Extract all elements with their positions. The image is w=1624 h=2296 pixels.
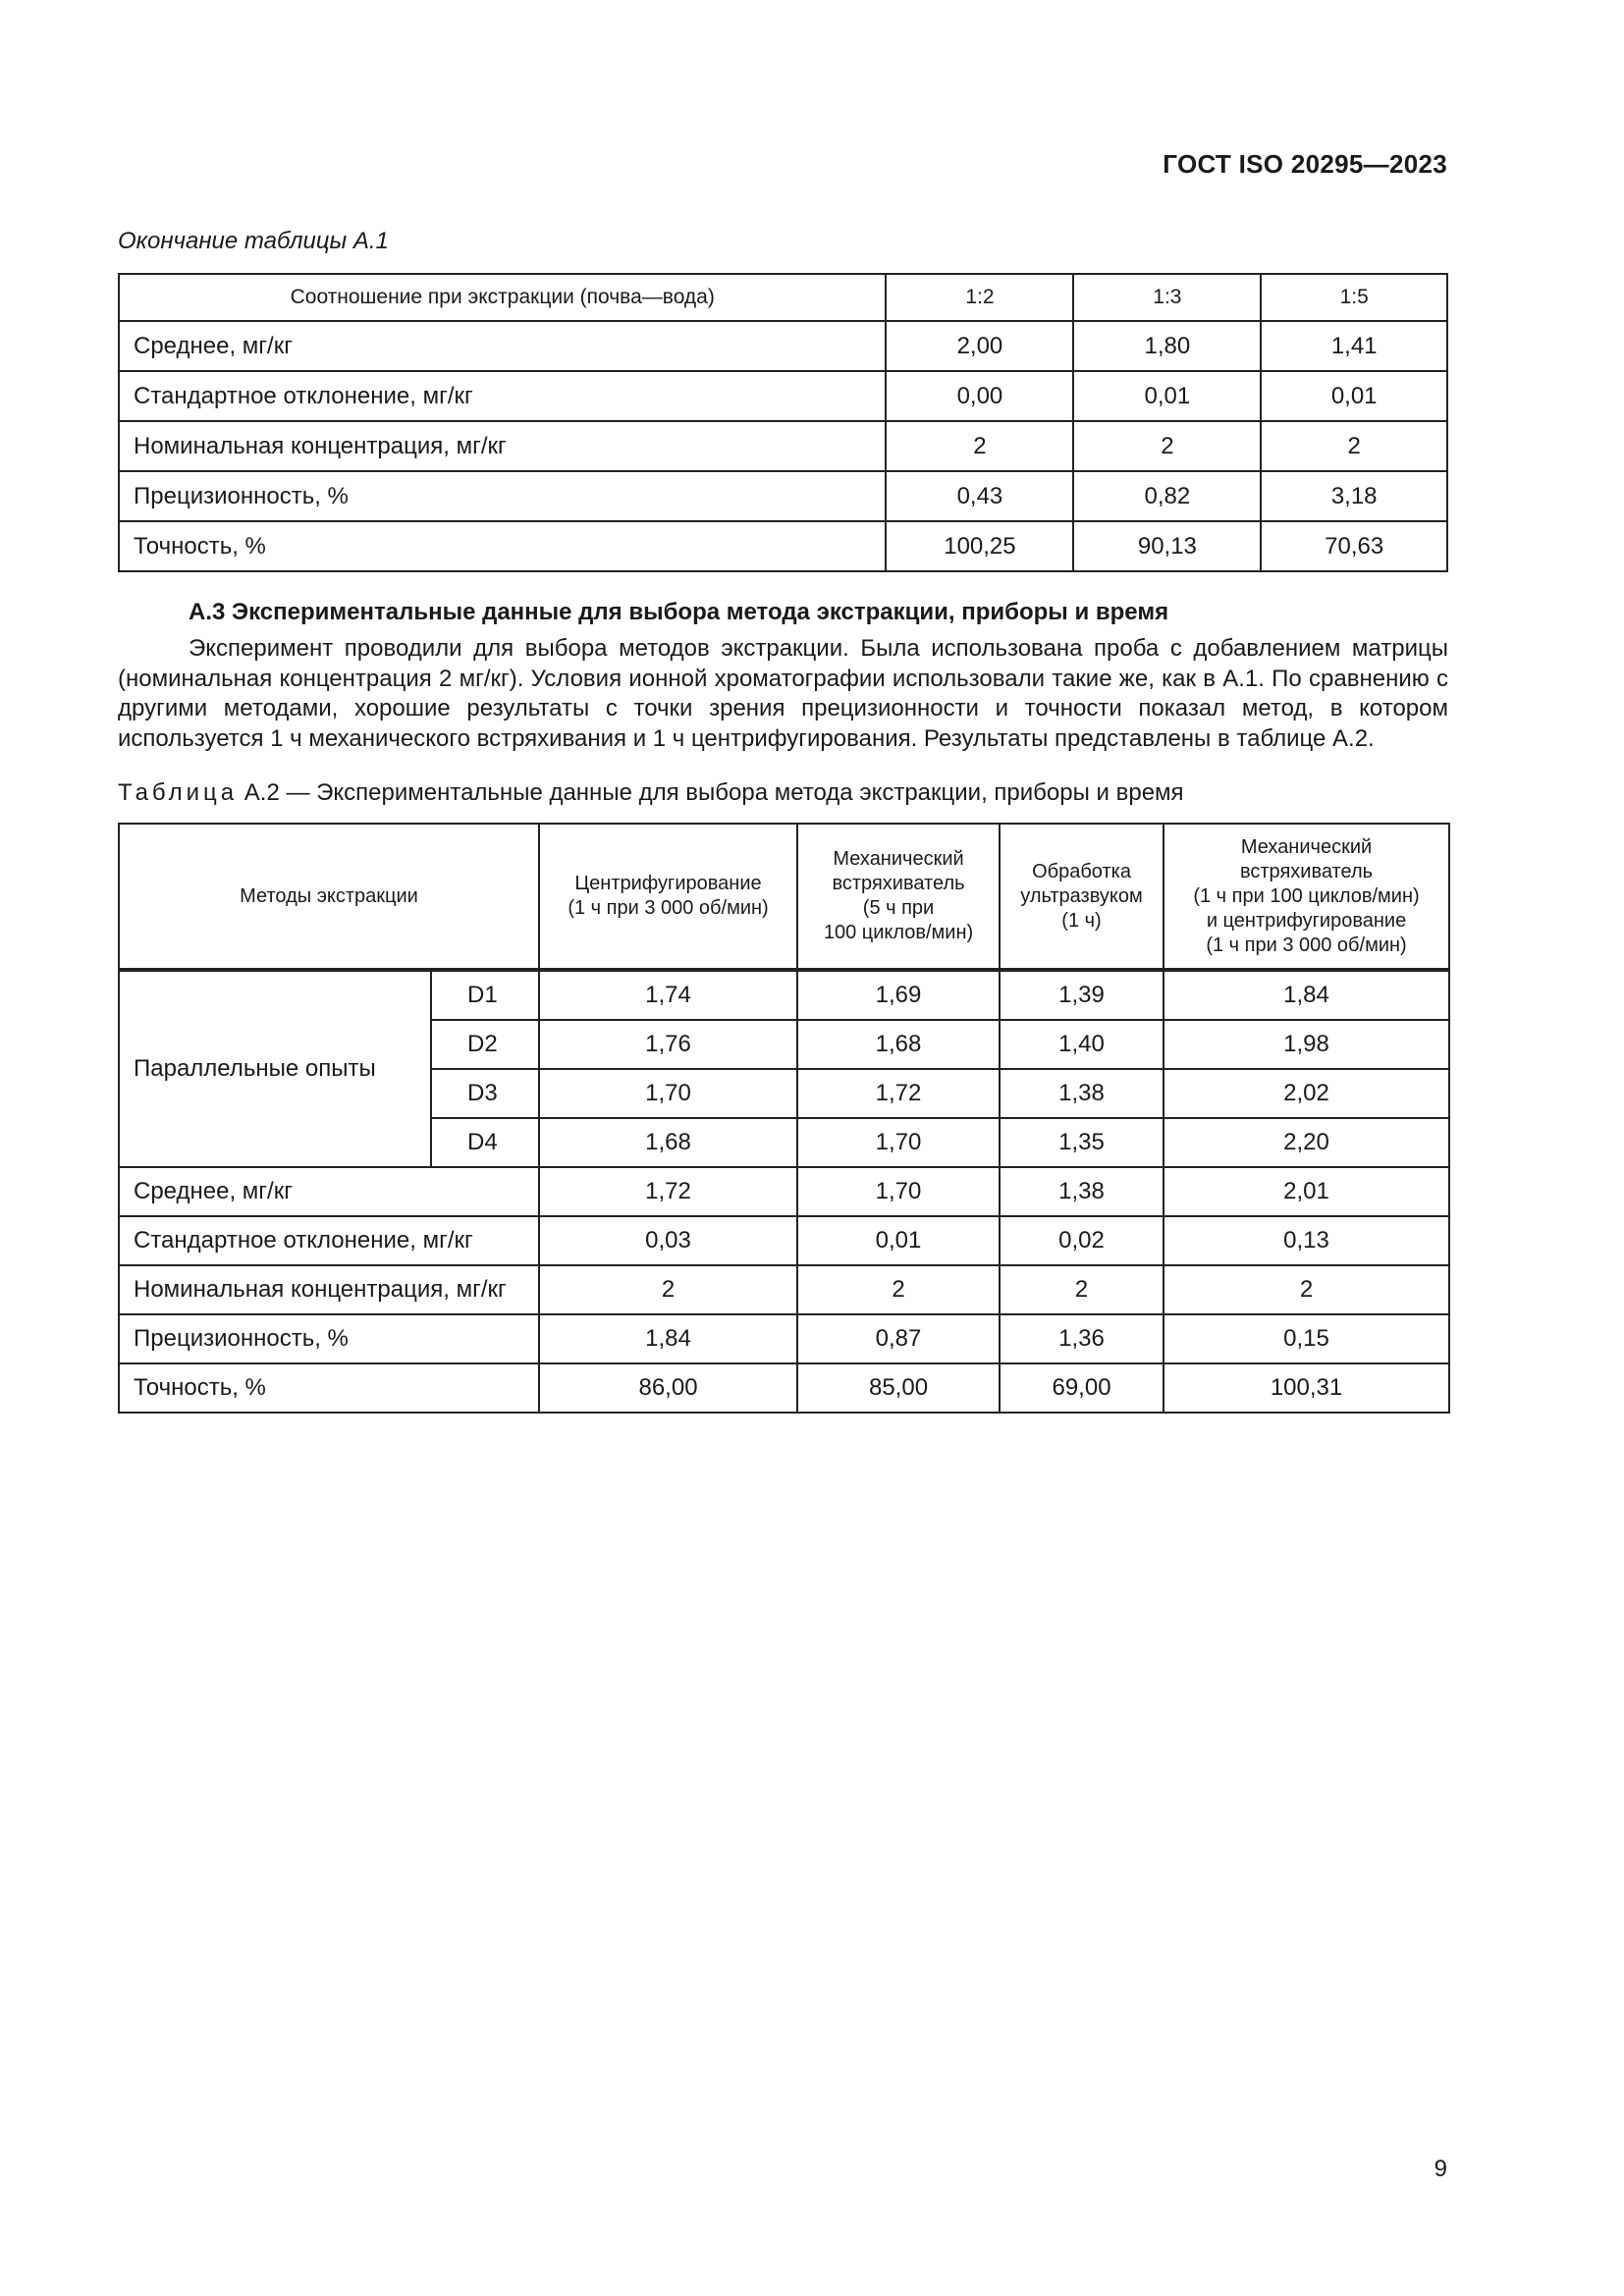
table-cell: 2 [886, 421, 1073, 471]
table-cell: 1,80 [1073, 321, 1261, 371]
table1-col-header: 1:5 [1261, 274, 1447, 321]
table-cell: 1,98 [1164, 1020, 1449, 1069]
page-number: 9 [1434, 2156, 1447, 2182]
replicate-label: D1 [431, 970, 539, 1020]
table2-col-header: Обработка ультразвуком (1 ч) [1000, 824, 1164, 970]
table-cell: 0,03 [539, 1216, 797, 1265]
row-label: Точность, % [119, 1363, 539, 1413]
table-row [119, 521, 1447, 571]
table-cell: 0,01 [1261, 371, 1447, 421]
table-row [119, 471, 1447, 521]
table1-caption: Окончание таблицы А.1 [118, 228, 389, 254]
table-cell: 1,84 [539, 1314, 797, 1363]
row-label: Стандартное отклонение, мг/кг [119, 1216, 539, 1265]
row-label: Прецизионность, % [119, 471, 886, 521]
table-cell: 1,70 [539, 1069, 797, 1118]
table-cell: 1,70 [797, 1167, 1000, 1216]
table-cell: 1,36 [1000, 1314, 1164, 1363]
row-label: Среднее, мг/кг [119, 321, 886, 371]
table-row [119, 1167, 1449, 1216]
table1-col-header: 1:3 [1073, 274, 1261, 321]
table-row [119, 371, 1447, 421]
table1-header-row [119, 274, 1447, 321]
table2-caption-word: Таблица [118, 779, 239, 806]
table-cell: 1,68 [797, 1020, 1000, 1069]
table-row [119, 1265, 1449, 1314]
table1-col-header: 1:2 [886, 274, 1073, 321]
table-cell: 0,82 [1073, 471, 1261, 521]
table-row [119, 421, 1447, 471]
table-row [119, 970, 1449, 1020]
table-cell: 100,25 [886, 521, 1073, 571]
table-cell: 85,00 [797, 1363, 1000, 1413]
table-cell: 0,43 [886, 471, 1073, 521]
table-cell: 70,63 [1261, 521, 1447, 571]
table-cell: 0,15 [1164, 1314, 1449, 1363]
row-label: Точность, % [119, 521, 886, 571]
table2-col-header: Центрифугирование (1 ч при 3 000 об/мин) [539, 824, 797, 970]
table-cell: 2,00 [886, 321, 1073, 371]
group-label: Параллельные опыты [119, 970, 431, 1167]
table-cell: 100,31 [1164, 1363, 1449, 1413]
table-row [119, 1363, 1449, 1413]
table2-col-header: Механический встряхиватель (5 ч при 100 циклов/мин) [797, 824, 1000, 970]
table-cell: 2,02 [1164, 1069, 1449, 1118]
table-cell: 2 [1000, 1265, 1164, 1314]
table-cell: 69,00 [1000, 1363, 1164, 1413]
table2-col-header: Механический встряхиватель (1 ч при 100 циклов/мин) и центрифугирование (1 ч при 3 000 об/мин) [1164, 824, 1449, 970]
table2-caption [118, 779, 1184, 807]
table-cell: 1,72 [797, 1069, 1000, 1118]
table-cell: 1,76 [539, 1020, 797, 1069]
row-label: Среднее, мг/кг [119, 1167, 539, 1216]
table-cell: 2 [539, 1265, 797, 1314]
table-a1-continuation [118, 273, 1448, 572]
table-cell: 2,01 [1164, 1167, 1449, 1216]
table-cell: 2 [1073, 421, 1261, 471]
table-cell: 1,74 [539, 970, 797, 1020]
row-label: Номинальная концентрация, мг/кг [119, 421, 886, 471]
table-cell: 1,68 [539, 1118, 797, 1167]
table-cell: 0,00 [886, 371, 1073, 421]
table-cell: 2,20 [1164, 1118, 1449, 1167]
table-cell: 90,13 [1073, 521, 1261, 571]
row-label: Прецизионность, % [119, 1314, 539, 1363]
table-cell: 1,41 [1261, 321, 1447, 371]
replicate-label: D3 [431, 1069, 539, 1118]
section-heading: А.3 Экспериментальные данные для выбора метода экстракции, приборы и время [189, 599, 1169, 625]
table-cell: 0,87 [797, 1314, 1000, 1363]
table-cell: 2 [797, 1265, 1000, 1314]
table-cell: 1,69 [797, 970, 1000, 1020]
table-row [119, 1314, 1449, 1363]
table-cell: 1,35 [1000, 1118, 1164, 1167]
table-row [119, 1216, 1449, 1265]
table-cell: 1,39 [1000, 970, 1164, 1020]
standard-code: ГОСТ ISO 20295—2023 [1163, 149, 1447, 179]
table-cell: 0,01 [797, 1216, 1000, 1265]
table2-header-row [119, 824, 1449, 970]
table-cell: 0,01 [1073, 371, 1261, 421]
table-cell: 0,02 [1000, 1216, 1164, 1265]
row-label: Стандартное отклонение, мг/кг [119, 371, 886, 421]
replicate-label: D4 [431, 1118, 539, 1167]
table-cell: 1,38 [1000, 1069, 1164, 1118]
table-a2 [118, 823, 1450, 1414]
table-row [119, 321, 1447, 371]
table-cell: 86,00 [539, 1363, 797, 1413]
table-cell: 1,84 [1164, 970, 1449, 1020]
table-cell: 1,38 [1000, 1167, 1164, 1216]
table2-caption-text: А.2 — Экспериментальные данные для выбора метода экстракции, приборы и время [238, 779, 1184, 806]
table-cell: 3,18 [1261, 471, 1447, 521]
replicate-label: D2 [431, 1020, 539, 1069]
table-cell: 2 [1164, 1265, 1449, 1314]
table2-col-header: Методы экстракции [119, 824, 539, 970]
row-label: Номинальная концентрация, мг/кг [119, 1265, 539, 1314]
table-cell: 0,13 [1164, 1216, 1449, 1265]
section-paragraph: Эксперимент проводили для выбора методов экстракции. Была использована проба с добавлением матрицы (номинальная концентрация 2 мг/кг). Условия ионной хроматографии использовали такие же, как в А.1. По сравнению с другими методами, хорошие результаты с точки зрения прецизионности и точности показал метод, в котором используется 1 ч механического встряхивания и 1 ч центрифугирования. Результаты представлены в таблице А.2. [118, 635, 1448, 752]
table-cell: 1,40 [1000, 1020, 1164, 1069]
table-cell: 1,72 [539, 1167, 797, 1216]
table-cell: 2 [1261, 421, 1447, 471]
table-cell: 1,70 [797, 1118, 1000, 1167]
table1-col-header: Соотношение при экстракции (почва—вода) [119, 274, 886, 321]
